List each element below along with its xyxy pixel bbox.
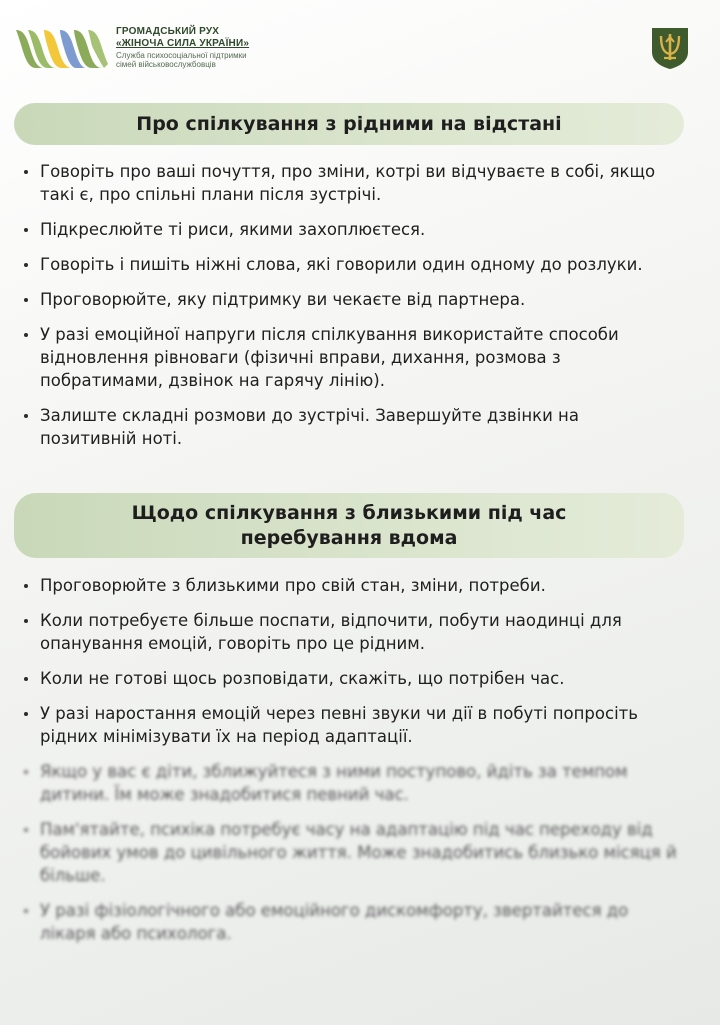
list-item-text: Говоріть про ваші почуття, про зміни, котрі ви відчуваєте в собі, якщо такі є, про спільні плани після зустрічі.	[40, 162, 656, 204]
bullet-icon	[24, 170, 28, 174]
organization-subtitle-line1: Служба психосоціальної підтримки	[116, 51, 247, 60]
bullet-icon	[24, 619, 28, 623]
list-item	[0, 609, 700, 655]
organization-subtitle-line2: сімей військовослужбовців	[116, 60, 216, 70]
list-item-text: Коли не готові щось розповідати, скажіть, що потрібен час.	[40, 669, 565, 688]
bullet-icon	[24, 712, 28, 716]
list-item-text: Проговорюйте, яку підтримку ви чекаєте від партнера.	[40, 290, 526, 309]
list-item-text: Проговорюйте з близькими про свій стан, зміни, потреби.	[40, 576, 546, 595]
section-title-home	[14, 493, 684, 558]
home-tips-list	[0, 574, 700, 957]
organization-name-block	[116, 26, 316, 69]
bullet-icon	[24, 677, 28, 681]
section-title-distance-text: Про спілкування з рідними на відстані	[136, 113, 562, 135]
list-item-text: Говоріть і пишіть ніжні слова, які говорили один одному до розлуки.	[40, 255, 643, 274]
section-title-distance	[14, 103, 684, 145]
list-item-blurred	[0, 818, 700, 887]
bullet-icon	[24, 263, 28, 267]
organization-title-line1: ГРОМАДСЬКИЙ РУХ	[116, 26, 220, 37]
wave-stripes-logo-icon	[14, 24, 110, 72]
header	[0, 0, 720, 90]
list-item-blurred	[0, 899, 700, 945]
list-item-text: У разі наростання емоцій через певні звуки чи дії в побуті попросіть рідних мінімізувати їх на період адаптації.	[40, 704, 638, 746]
bullet-icon	[24, 228, 28, 232]
bullet-icon	[24, 584, 28, 588]
list-item-text: Пам'ятайте, психіка потребує часу на адаптацію під час переходу від бойових умов до цивільного життя. Може знадобитись близько місяця й більше.	[40, 820, 677, 885]
section-title-home-line1: Щодо спілкування з близькими під час	[131, 501, 567, 524]
list-item	[0, 323, 700, 392]
list-item-text: Залиште складні розмови до зустрічі. Завершуйте дзвінки на позитивній ноті.	[40, 406, 579, 448]
list-item	[0, 702, 700, 748]
bullet-icon	[24, 414, 28, 418]
list-item	[0, 667, 700, 690]
list-item	[0, 574, 700, 597]
bullet-icon	[24, 298, 28, 302]
list-item-blurred	[0, 760, 700, 806]
list-item-text: У разі фізіологічного або емоційного дискомфорту, звертайтеся до лікаря або психолога.	[40, 901, 629, 943]
list-item	[0, 253, 700, 276]
list-item-text: Підкреслюйте ті риси, якими захоплюєтеся.	[40, 220, 426, 239]
bullet-icon	[24, 770, 28, 774]
trident-shield-icon	[650, 26, 690, 70]
list-item	[0, 160, 700, 206]
bullet-icon	[24, 333, 28, 337]
section-title-home-line2: перебування вдома	[240, 526, 458, 549]
list-item	[0, 288, 700, 311]
bullet-icon	[24, 909, 28, 913]
list-item	[0, 404, 700, 450]
bullet-icon	[24, 828, 28, 832]
list-item-text: Коли потребуєте більше поспати, відпочити, побути наодинці для опанування емоцій, говоріть про це рідним.	[40, 611, 622, 653]
list-item	[0, 218, 700, 241]
list-item-text: У разі емоційної напруги після спілкування використайте способи відновлення рівноваги (фізичні вправи, дихання, розмова з побратимами, дзвінок на гарячу лінію).	[40, 325, 619, 390]
organization-title-line2: «ЖІНОЧА СИЛА УКРАЇНИ»	[116, 37, 250, 49]
distance-tips-list	[0, 160, 700, 462]
list-item-text: Якщо у вас є діти, зближуйтеся з ними поступово, йдіть за темпом дитини. Їм може знадобитися певний час.	[40, 762, 628, 804]
